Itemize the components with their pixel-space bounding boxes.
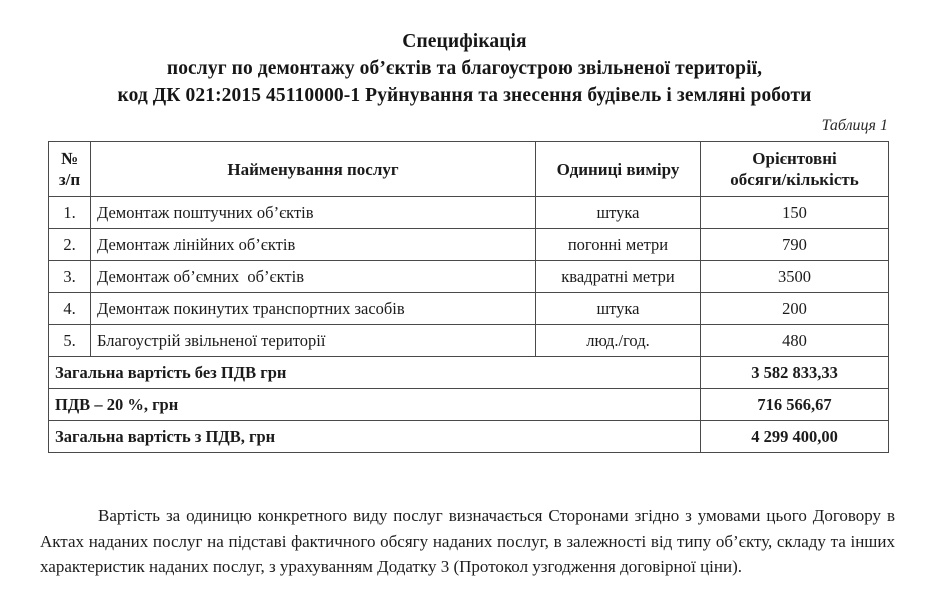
- cell-quantity: 3500: [701, 261, 889, 293]
- title-line-3: код ДК 021:2015 45110000-1 Руйнування та знесення будівель і земляні роботи: [117, 85, 812, 106]
- cell-number: 1.: [49, 197, 91, 229]
- column-header-quantity-line2: обсяги/кількість: [730, 170, 859, 189]
- summary-value: 4 299 400,00: [701, 421, 889, 453]
- summary-value: 3 582 833,33: [701, 357, 889, 389]
- cell-unit: квадратні метри: [536, 261, 701, 293]
- column-header-quantity-line1: Орієнтовні: [752, 149, 837, 168]
- cell-quantity: 480: [701, 325, 889, 357]
- cell-quantity: 790: [701, 229, 889, 261]
- title-line-1: Специфікація: [402, 31, 527, 52]
- summary-row-vat: [49, 389, 889, 421]
- cell-quantity: 150: [701, 197, 889, 229]
- summary-label: ПДВ – 20 %, грн: [49, 389, 701, 421]
- cell-number: 2.: [49, 229, 91, 261]
- summary-row-total-excl-vat: [49, 357, 889, 389]
- column-header-number-line1: №: [60, 149, 79, 168]
- cell-service: Демонтаж об’ємних об’єктів: [91, 261, 536, 293]
- column-header-unit: Одиниці виміру: [536, 142, 701, 197]
- table-header: [49, 142, 889, 197]
- cell-unit: погонні метри: [536, 229, 701, 261]
- cell-service: Демонтаж лінійних об’єктів: [91, 229, 536, 261]
- cell-unit: штука: [536, 293, 701, 325]
- table-row: [49, 261, 889, 293]
- cell-service: Благоустрій звільненої території: [91, 325, 536, 357]
- column-header-number: [49, 142, 91, 197]
- cell-quantity: 200: [701, 293, 889, 325]
- specification-table-wrapper: [48, 141, 888, 453]
- body-paragraph: Вартість за одиницю конкретного виду послуг визначається Сторонами згідно з умовами цього Договору в Актах наданих послуг на підставі фактичного обсягу наданих послуг, в залежності від типу об’єкту, складу та інших характеристик наданих послуг, з урахуванням Додатку 3 (Протокол узгодження договірної ціни).: [40, 506, 895, 576]
- cell-number: 5.: [49, 325, 91, 357]
- cell-number: 4.: [49, 293, 91, 325]
- column-header-service-name: Найменування послуг: [91, 142, 536, 197]
- table-row: [49, 197, 889, 229]
- table-header-row: [49, 142, 889, 197]
- specification-table: [48, 141, 889, 453]
- document-title-block: [0, 28, 929, 109]
- summary-value: 716 566,67: [701, 389, 889, 421]
- table-row: [49, 293, 889, 325]
- table-row: [49, 325, 889, 357]
- summary-row-total-incl-vat: [49, 421, 889, 453]
- summary-label: Загальна вартість з ПДВ, грн: [49, 421, 701, 453]
- cell-service: Демонтаж покинутих транспортних засобів: [91, 293, 536, 325]
- cell-unit: штука: [536, 197, 701, 229]
- summary-label: Загальна вартість без ПДВ грн: [49, 357, 701, 389]
- cell-service: Демонтаж поштучних об’єктів: [91, 197, 536, 229]
- column-header-quantity: [701, 142, 889, 197]
- cell-unit: люд./год.: [536, 325, 701, 357]
- table-body: [49, 197, 889, 453]
- column-header-number-line2: з/п: [58, 170, 81, 189]
- table-caption: Таблиця 1: [821, 117, 888, 134]
- cell-number: 3.: [49, 261, 91, 293]
- table-row: [49, 229, 889, 261]
- title-line-2: послуг по демонтажу об’єктів та благоустрою звільненої території,: [166, 58, 763, 79]
